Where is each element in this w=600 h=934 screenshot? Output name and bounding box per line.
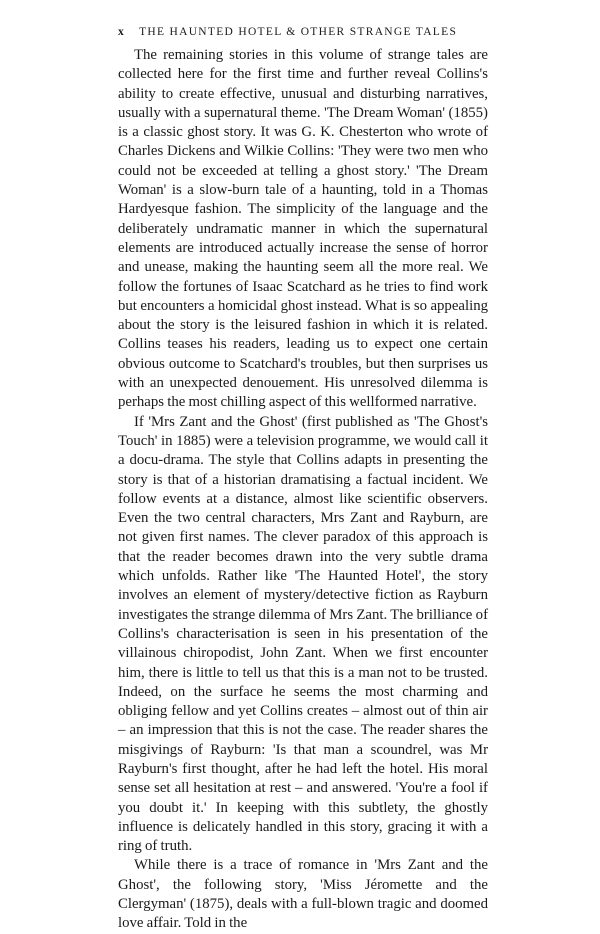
paragraph-dream-woman: The remaining stories in this volume of strange tales are collected here for the first time and further reveal Collins's ability to create effective, unusual and disturbing narratives, usually with a supernatural theme. 'The Dream Woman' (1855) is a classic ghost story. It was G. K. Chesterton who wrote of Charles Dickens and Wilkie Collins: 'They were two men who could not be exceeded at telling a ghost story.' 'The Dream Woman' is a slow-burn tale of a haunting, told in a Thomas Hardyesque fashion. The simplicity of the language and the deliberately undramatic manner in which the supernatural elements are introduced actually increase the sense of horror and unease, making the haunting seem all the more real. We follow the fortunes of Isaac Scatchard as he tries to find work but encounters a homicidal ghost instead. What is so appealing about the story is the leisured fashion in which it is related. Collins teases his readers, leading us to expect one certain obvious outcome to Scatchard's troubles, but then surprises us with an unexpected denouement. His unresolved dilemma is perhaps the most chilling aspect of this wellformed narrative. [118, 47, 488, 411]
body-text [118, 46, 488, 934]
paragraph-mrs-zant: If 'Mrs Zant and the Ghost' (first published as 'The Ghost's Touch' in 1885) were a television programme, we would call it a docu-drama. The style that Collins adapts in presenting the story is that of a historian dramatising a factual incident. We follow events at a distance, almost like scientific observers. Even the two central characters, Mrs Zant and Rayburn, are not given first names. The clever paradox of this approach is that the reader becomes drawn into the very subtle drama which unfolds. Rather like 'The Haunted Hotel', the story involves an element of mystery/detective fiction as Rayburn investigates the strange dilemma of Mrs Zant. The brilliance of Collins's characterisation is seen in his presentation of the villainous chiropodist, John Zant. When we first encounter him, there is little to tell us that this is a man not to be trusted. Indeed, on the surface he seems the most charming and obliging fellow and yet Collins creates – almost out of thin air – an impression that this is not the case. The reader shares the misgivings of Rayburn: 'Is that man a scoundrel, was Mr Rayburn's first thought, after he had left the hotel. His moral sense set all hesitation at rest – and answered. 'You're a fool if you doubt it.' In keeping with this subtlety, the ghostly influence is delicately handled in this story, gracing it with a ring of truth. [118, 413, 488, 855]
running-head [118, 26, 490, 38]
paragraph-miss-jeromette: While there is a trace of romance in 'Mrs Zant and the Ghost', the following story, 'Miss Jéromette and the Clergyman' (1875), deals with a full-blown tragic and doomed love affair. Told in the [118, 857, 488, 932]
page-number: x [118, 26, 126, 38]
running-head-title: THE HAUNTED HOTEL & OTHER STRANGE TALES [139, 26, 458, 38]
